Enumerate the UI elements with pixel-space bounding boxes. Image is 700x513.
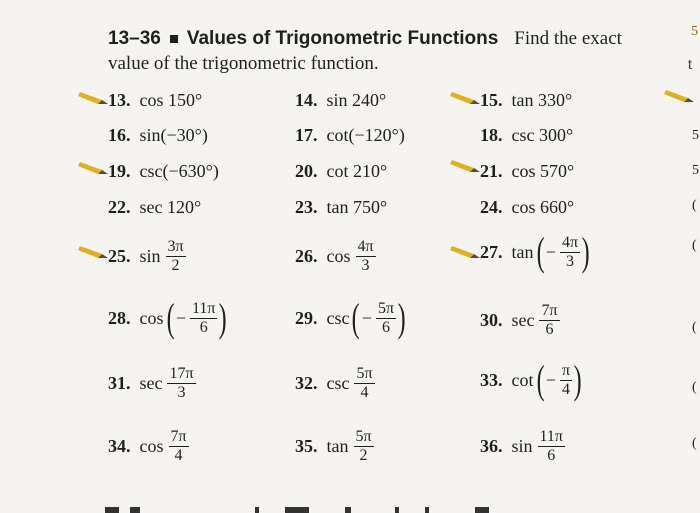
fraction: [356, 238, 376, 275]
numerator: 4π: [357, 238, 374, 255]
fraction: [169, 428, 189, 465]
problem-number: 26.: [295, 246, 318, 266]
problem-expression: cos 660°: [511, 197, 575, 217]
problem-number: 30.: [480, 310, 503, 330]
denominator: 3: [361, 257, 370, 274]
margin-fragment-glyph: (: [692, 436, 697, 451]
problem-expression: tan 330°: [511, 90, 573, 110]
problem-35: [295, 428, 376, 465]
problem-17: [295, 125, 405, 146]
denominator: 6: [382, 318, 390, 336]
problem-expression: cot(−120°): [326, 125, 405, 145]
numerator: 5π: [377, 299, 395, 317]
problem-number: 19.: [108, 161, 131, 181]
fraction: [190, 300, 217, 337]
margin-fragment-glyph: (: [692, 198, 697, 213]
problem-27: [480, 229, 590, 274]
problem-number: 21.: [480, 161, 503, 181]
problem-number: 28.: [108, 307, 131, 328]
problem-28: [108, 295, 228, 340]
function-name: sec: [511, 310, 535, 330]
left-paren: (: [536, 229, 545, 274]
right-paren: ): [397, 295, 406, 340]
problem-16: [108, 125, 208, 146]
problem-number: 31.: [108, 373, 131, 393]
problem-21: [480, 161, 574, 182]
problem-26: [295, 238, 378, 275]
problem-number: 35.: [295, 436, 318, 456]
margin-pencil-fragment: 5: [691, 24, 698, 39]
problem-number: 25.: [108, 246, 131, 266]
problem-23: [295, 197, 387, 218]
problem-number: 23.: [295, 197, 318, 217]
problem-number: 15.: [480, 90, 503, 110]
problem-number: 36.: [480, 436, 503, 456]
left-paren: (: [536, 357, 545, 402]
numerator: 11π: [191, 299, 216, 317]
function-name: sec: [139, 373, 163, 393]
problem-number: 24.: [480, 197, 503, 217]
problem-25: [108, 238, 188, 275]
margin-fragment-glyph: (: [692, 380, 697, 395]
problem-number: 14.: [295, 90, 318, 110]
right-paren: ): [581, 229, 590, 274]
function-name: cos: [139, 436, 164, 456]
problem-expression: sin(−30°): [139, 125, 208, 145]
function-name: csc: [326, 307, 350, 328]
negative-sign: −: [545, 241, 556, 262]
denominator: 4: [360, 384, 369, 401]
pencil-mark-icon: [450, 158, 480, 174]
margin-fragment-glyph: (: [692, 320, 697, 335]
denominator: 3: [177, 384, 186, 401]
problem-34: [108, 428, 191, 465]
problem-19: [108, 161, 219, 182]
numerator: 3π: [167, 238, 184, 255]
problem-expression: cot 210°: [326, 161, 388, 181]
problem-number: 16.: [108, 125, 131, 145]
pencil-mark-icon: [450, 90, 480, 106]
function-name: sin: [139, 246, 161, 266]
problem-expression: sin 240°: [326, 90, 387, 110]
problem-22: [108, 197, 201, 218]
problem-number: 27.: [480, 241, 503, 262]
problem-expression: csc 300°: [511, 125, 574, 145]
negative-sign: −: [361, 307, 372, 328]
problem-expression: tan 750°: [326, 197, 388, 217]
problem-expression: csc(−630°): [139, 161, 219, 181]
function-name: cos: [326, 246, 351, 266]
denominator: 6: [199, 318, 208, 336]
negative-sign: −: [545, 369, 556, 390]
problem-number: 29.: [295, 307, 318, 328]
problem-number: 22.: [108, 197, 131, 217]
negative-sign: −: [175, 307, 186, 328]
function-name: cos: [139, 307, 164, 328]
problem-32: [295, 365, 377, 402]
denominator: 3: [566, 252, 575, 270]
instruction-line-1: Find the exact: [514, 28, 622, 49]
numerator: 17π: [169, 365, 194, 382]
left-paren: (: [352, 295, 361, 340]
right-paren: ): [219, 295, 228, 340]
problem-number: 32.: [295, 373, 318, 393]
function-name: sin: [511, 436, 533, 456]
margin-fragment-glyph: 5: [692, 163, 699, 178]
instruction-line-2: value of the trigonometric function.: [108, 53, 379, 74]
pencil-mark-icon: [450, 244, 480, 260]
problem-13: [108, 90, 202, 111]
function-name: csc: [326, 373, 350, 393]
problem-15: [480, 90, 572, 111]
fraction: [167, 365, 195, 402]
problem-number: 13.: [108, 90, 131, 110]
problem-expression: cos 570°: [511, 161, 575, 181]
pencil-mark-icon: [78, 244, 108, 260]
problem-30: [480, 302, 562, 339]
numerator: 4π: [561, 233, 579, 251]
problem-number: 17.: [295, 125, 318, 145]
problem-18: [480, 125, 573, 146]
fraction: [354, 428, 374, 465]
function-name: tan: [511, 241, 534, 262]
denominator: 4: [174, 447, 183, 464]
function-name: cot: [511, 369, 534, 390]
denominator: 4: [562, 380, 571, 398]
problem-number: 18.: [480, 125, 503, 145]
section-title: Values of Trigonometric Functions: [186, 28, 499, 49]
denominator: 6: [545, 321, 554, 338]
function-name: tan: [326, 436, 349, 456]
numerator: 11π: [539, 428, 563, 445]
problem-expression: sec 120°: [139, 197, 202, 217]
pencil-mark-icon: [78, 160, 108, 176]
problem-range: 13–36: [108, 28, 161, 49]
square-bullet-icon: [170, 35, 178, 43]
denominator: 2: [171, 257, 180, 274]
numerator: 7π: [170, 428, 187, 445]
section-heading: [108, 26, 622, 52]
problem-20: [295, 161, 387, 182]
numerator: 5π: [356, 365, 373, 382]
margin-fragment: t: [688, 56, 692, 72]
problem-14: [295, 90, 386, 111]
fraction: [560, 362, 572, 399]
pencil-mark-icon: [78, 90, 108, 106]
problem-33: [480, 357, 582, 402]
fraction: [538, 428, 565, 465]
fraction: [354, 365, 374, 402]
right-paren: ): [573, 357, 582, 402]
numerator: π: [561, 361, 571, 379]
problem-29: [295, 295, 406, 340]
problem-expression: cos 150°: [139, 90, 203, 110]
fraction: [376, 300, 396, 337]
denominator: 6: [547, 447, 556, 464]
numerator: 7π: [541, 302, 558, 319]
problem-36: [480, 428, 567, 465]
problem-number: 20.: [295, 161, 318, 181]
numerator: 5π: [355, 428, 372, 445]
left-paren: (: [166, 295, 175, 340]
fraction: [166, 238, 186, 275]
problem-number: 33.: [480, 369, 503, 390]
problem-number: 34.: [108, 436, 131, 456]
cut-off-text-line: [95, 503, 615, 513]
margin-fragment-glyph: 5: [692, 128, 699, 143]
fraction: [560, 234, 580, 271]
problem-31: [108, 365, 198, 402]
denominator: 2: [359, 447, 368, 464]
fraction: [539, 302, 559, 339]
problem-24: [480, 197, 574, 218]
pencil-mark-icon: [664, 88, 694, 104]
margin-fragment-glyph: (: [692, 238, 697, 253]
